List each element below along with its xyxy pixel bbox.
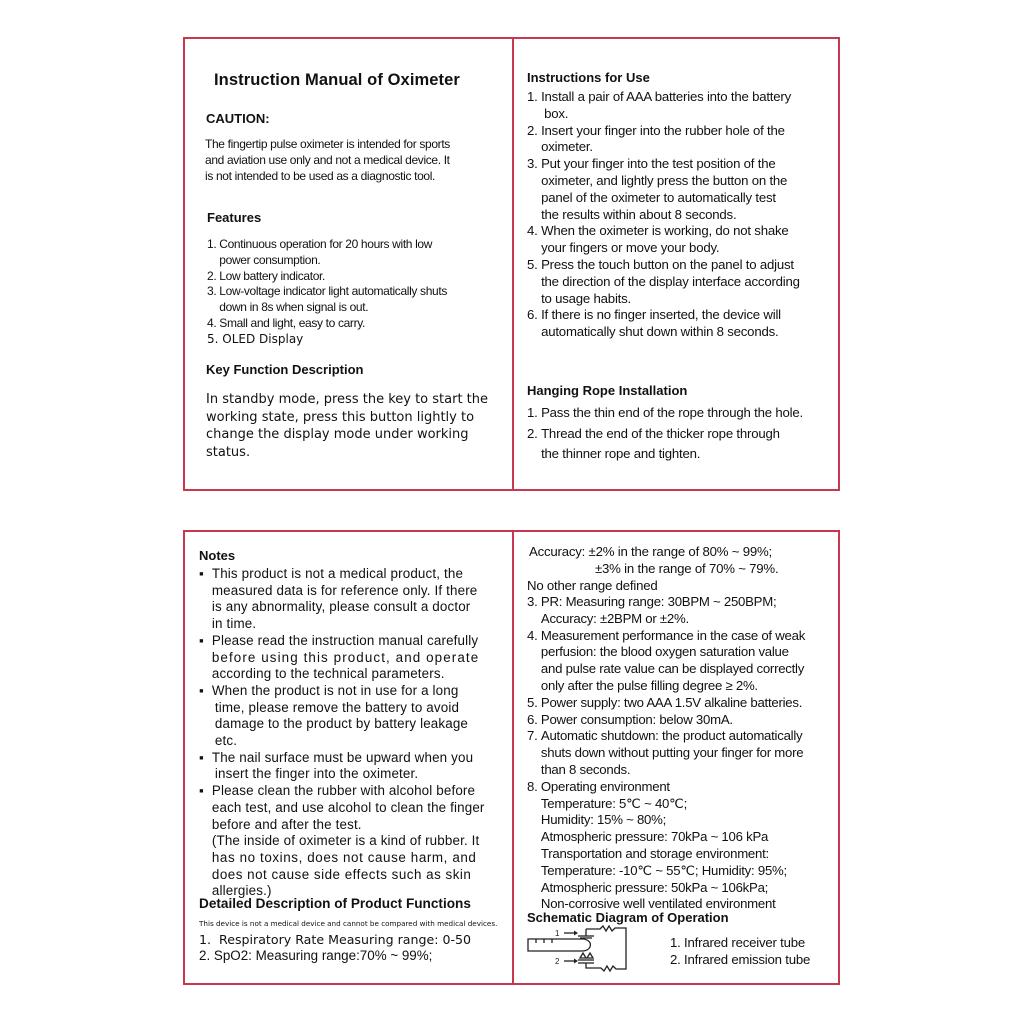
- note-item: ▪ Please read the instruction manual carefully before using this product, and operate according to the technical parameters.: [199, 632, 480, 682]
- accuracy-block: Accuracy: ±2% in the range of 80% ~ 99%; ±3% in the range of 70% ~ 79%. No other range defined: [527, 544, 779, 593]
- schematic-diagram: [526, 925, 636, 973]
- key-function-text: In standby mode, press the key to start the working state, press this button lightly to change the display mode under working status.: [206, 392, 489, 460]
- arrow-heads: [574, 931, 578, 964]
- manual-card-bottom: [183, 530, 840, 985]
- emission-tube: [580, 953, 593, 958]
- rope-item: 1. Pass the thin end of the rope through the hole.: [527, 405, 803, 420]
- note-item: ▪ The nail surface must be upward when you insert the finger into the oximeter.: [199, 749, 474, 782]
- instructions-heading: Instructions for Use: [527, 70, 650, 85]
- key-function-heading: Key Function Description: [206, 362, 364, 377]
- features-list: [207, 237, 507, 348]
- detailed-heading: Detailed Description of Product Functions: [199, 896, 471, 911]
- detailed-item: 2. SpO2: Measuring range:70% ~ 99%;: [199, 948, 433, 963]
- spec-list: [527, 594, 847, 913]
- rope-item: 2. Thread the end of the thicker rope through the thinner rope and tighten.: [527, 425, 780, 461]
- page-2: [514, 39, 838, 489]
- feature-item: 2. Low battery indicator.: [207, 268, 325, 283]
- rope-heading: Hanging Rope Installation: [527, 383, 688, 398]
- instruction-item: 1. Install a pair of AAA batteries into the battery box.: [527, 89, 791, 121]
- instruction-item: 3. Put your finger into the test position of the oximeter, and lightly press the button on the panel of the oximeter to automatically test the results within about 8 seconds.: [527, 156, 788, 222]
- legend-item: 2. Infrared emission tube: [670, 951, 811, 967]
- schematic-label-2: 2: [555, 957, 560, 966]
- feature-item: 5. OLED Display: [207, 331, 304, 346]
- spec-item: 5. Power supply: two AAA 1.5V alkaline batteries.: [527, 694, 803, 710]
- manual-card-top: [183, 37, 840, 491]
- legend-item: 1. Infrared receiver tube: [670, 935, 806, 950]
- instruction-item: 4. When the oximeter is working, do not shake your fingers or move your body.: [527, 223, 789, 256]
- spec-item: 7. Automatic shutdown: the product automatically shuts down without putting your finger for more than 8 seconds.: [527, 728, 804, 777]
- caution-line: is not intended to be used as a diagnostic tool.: [205, 169, 436, 183]
- instruction-item: 2. Insert your finger into the rubber hole of the oximeter.: [527, 122, 785, 155]
- finger-shape: [528, 939, 590, 951]
- bullet-icon: ▪: [199, 566, 204, 581]
- instruction-item: 6. If there is no finger inserted, the device will automatically shut down within 8 seconds.: [527, 307, 781, 340]
- feature-item: 3. Low-voltage indicator light automatically shuts down in 8s when signal is out.: [207, 284, 447, 315]
- detailed-item: 1. Respiratory Rate Measuring range: 0-50: [199, 932, 472, 947]
- page-4: [514, 532, 838, 983]
- notes-heading: Notes: [199, 548, 236, 563]
- instruction-item: 5. Press the touch button on the panel to adjust the direction of the display interface according to usage habits.: [527, 256, 800, 306]
- features-heading: Features: [207, 210, 262, 225]
- bullet-icon: ▪: [199, 783, 204, 799]
- caution-line: and aviation use only and not a medical device. It: [205, 153, 450, 167]
- circuit-wires: [586, 926, 626, 971]
- feature-item: 4. Small and light, easy to carry.: [207, 315, 365, 330]
- bullet-icon: ▪: [199, 632, 204, 648]
- page-3: [185, 532, 514, 983]
- rope-list: [527, 403, 847, 465]
- spec-item: 8. Operating environment Temperature: 5℃ ~ 40℃; Humidity: 15% ~ 80%; Atmospheric pressure: 70kPa ~ 106 kPa Transportation and storage environment: Temperature: -10℃ ~ 55℃; Humidity: 95%; Atmospheric pressure: 50kPa ~ 106kPa; Non-corrosive well ventilated environment: [527, 778, 787, 912]
- notes-list: [199, 566, 499, 900]
- caution-text: [205, 136, 510, 184]
- note-item: ▪ This product is not a medical product, the measured data is for reference only. If there is any abnormality, please consult a doctor in time.: [199, 566, 478, 632]
- disclaimer-text: This device is not a medical device and cannot be compared with medical devices.: [199, 919, 498, 928]
- bullet-icon: ▪: [199, 749, 204, 765]
- note-item: ▪ Please clean the rubber with alcohol before each test, and use alcohol to clean the finger before and after the test. (The inside of oximeter is a kind of rubber. It has no toxins, does not cause harm, and does not cause side effects such as skin allergies.): [199, 783, 485, 899]
- manual-title: Instruction Manual of Oximeter: [214, 71, 460, 89]
- page-1: [185, 39, 514, 489]
- bullet-icon: ▪: [199, 682, 204, 698]
- instructions-list: [527, 89, 847, 341]
- schematic-label-1: 1: [555, 929, 560, 938]
- feature-item: 1. Continuous operation for 20 hours with low power consumption.: [207, 237, 433, 267]
- spec-item: 4. Measurement performance in the case of weak perfusion: the blood oxygen saturation value and pulse rate value can be displayed correctly only after the pulse filling degree ≥ 2%.: [527, 627, 806, 693]
- caution-heading: CAUTION:: [206, 111, 270, 126]
- spec-item: 6. Power consumption: below 30mA.: [527, 711, 733, 727]
- note-item: ▪ When the product is not in use for a long time, please remove the battery to avoid damage to the product by battery leakage etc.: [199, 682, 469, 749]
- schematic-legend: [670, 935, 810, 969]
- caution-line: The fingertip pulse oximeter is intended for sports: [205, 137, 450, 151]
- spec-item: 3. PR: Measuring range: 30BPM ~ 250BPM; Accuracy: ±2BPM or ±2%.: [527, 594, 777, 626]
- schematic-heading: Schematic Diagram of Operation: [527, 910, 729, 925]
